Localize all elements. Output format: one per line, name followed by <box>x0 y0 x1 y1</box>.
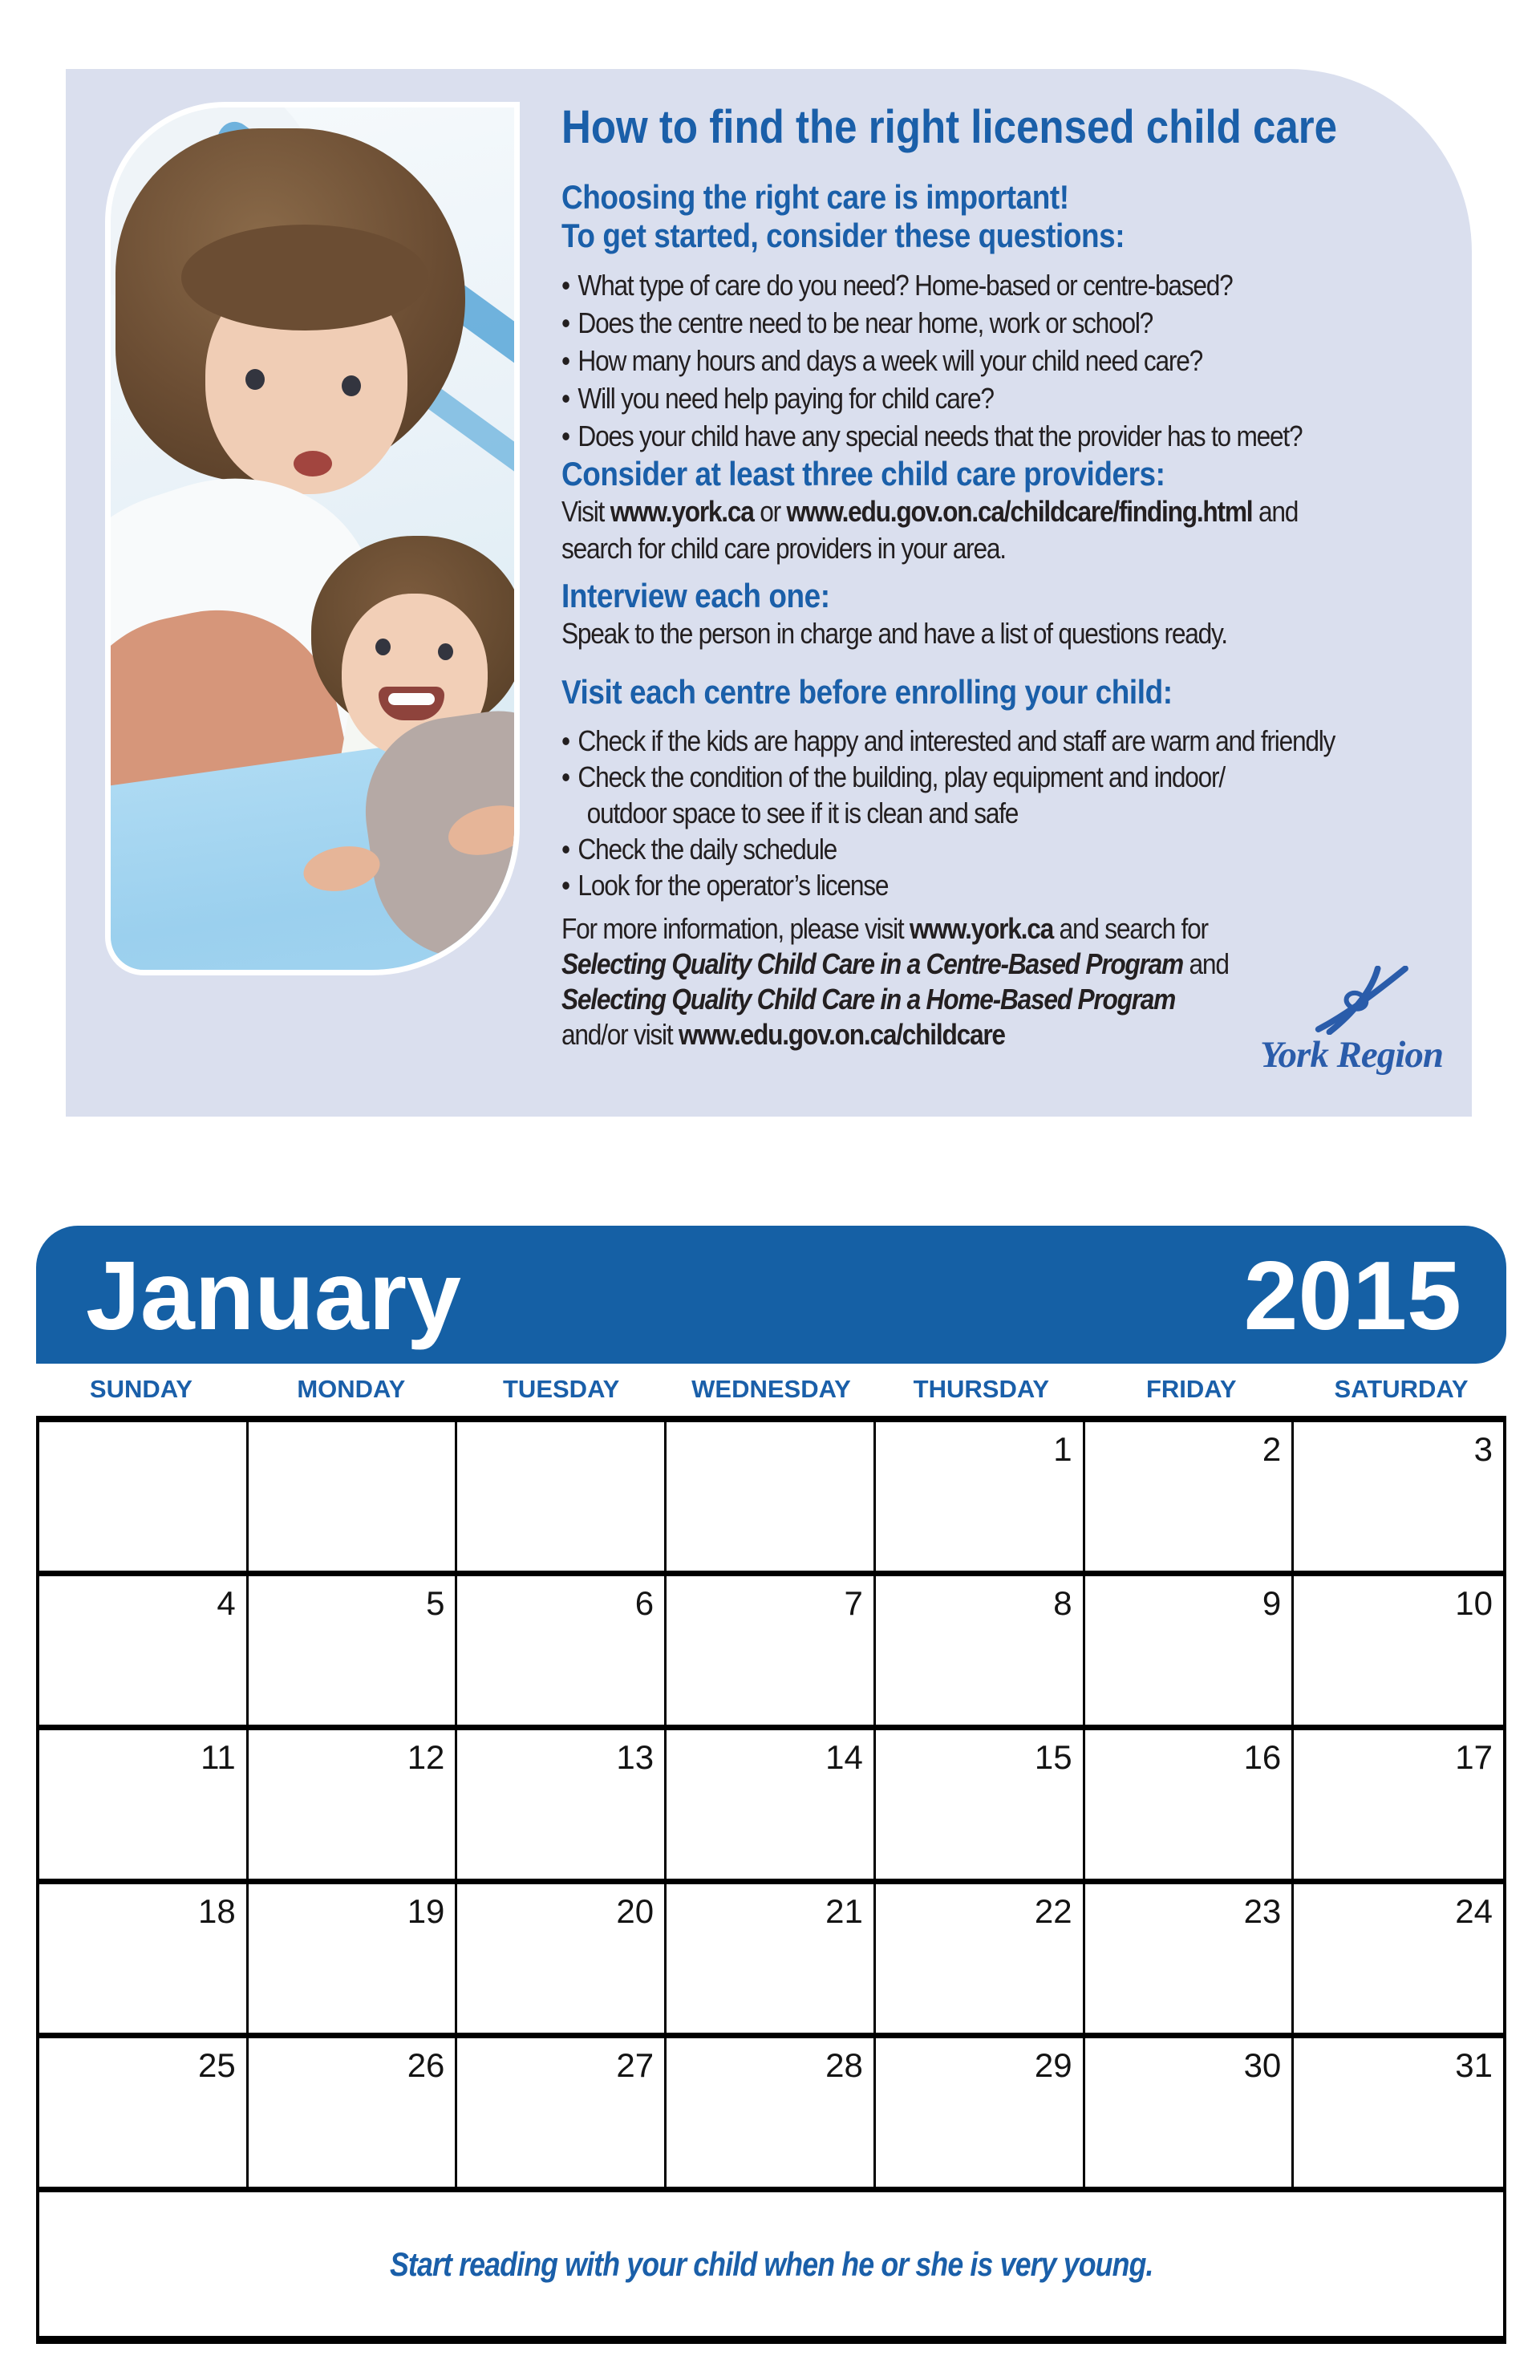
photo-child2-eye-left <box>375 639 391 655</box>
day-header-tuesday: TUESDAY <box>503 1375 620 1403</box>
question-item <box>561 266 1472 304</box>
date-cell: 9 <box>1085 1576 1295 1730</box>
text-segment: For more information, please visit <box>561 912 910 945</box>
text-segment: or <box>753 495 787 528</box>
date-cell: 22 <box>876 1884 1085 2038</box>
date-cell: 24 <box>1294 1884 1503 2038</box>
date-cell: 12 <box>249 1730 458 1884</box>
bullet-icon: • <box>561 724 569 757</box>
date-cell <box>249 1422 458 1576</box>
date-cell: 4 <box>39 1576 249 1730</box>
question-item <box>561 304 1472 342</box>
photo-child2-teeth <box>388 693 435 705</box>
york-region-logo-text: York Region <box>1260 1034 1443 1076</box>
photo-child1-fringe <box>181 225 428 330</box>
bullet-icon: • <box>561 833 569 866</box>
question-text: Will you need help paying for child care? <box>578 382 994 415</box>
providers-paragraph <box>561 493 1472 567</box>
day-header-monday: MONDAY <box>297 1375 406 1403</box>
question-text: How many hours and days a week will your child need care? <box>578 344 1202 377</box>
date-cell: 17 <box>1294 1730 1503 1884</box>
check-text: Look for the operator’s license <box>578 869 889 902</box>
bullet-icon: • <box>561 306 569 339</box>
york-region-logo <box>1202 966 1443 1075</box>
date-cell: 26 <box>249 2038 458 2192</box>
reading-tip-message: Start reading with your child when he or she is very young. <box>389 2244 1153 2283</box>
children-photo <box>105 102 520 975</box>
date-cell: 6 <box>457 1576 667 1730</box>
check-item-continuation: outdoor space to see if it is clean and safe <box>586 797 1019 829</box>
date-cell: 7 <box>667 1576 876 1730</box>
url-edu-childcare: www.edu.gov.on.ca/childcare <box>678 1018 1005 1051</box>
text-segment: Visit <box>561 495 610 528</box>
date-cell: 13 <box>457 1730 667 1884</box>
date-cell: 28 <box>667 2038 876 2192</box>
url-york-ca: www.york.ca <box>910 912 1053 945</box>
publication-title-centre: Selecting Quality Child Care in a Centre-Based Program <box>561 947 1183 980</box>
date-cell: 23 <box>1085 1884 1295 2038</box>
intro-line-2: To get started, consider these questions: <box>561 217 1125 254</box>
text-segment: and/or visit <box>561 1018 679 1051</box>
providers-heading: Consider at least three child care providers: <box>561 455 1165 493</box>
photo-child1-mouth <box>294 451 332 476</box>
date-cell: 19 <box>249 1884 458 2038</box>
bullet-icon: • <box>561 420 569 452</box>
question-text: What type of care do you need? Home-based or centre-based? <box>578 269 1233 302</box>
calendar-header-bar <box>36 1226 1506 1364</box>
info-title: How to find the right licensed child care <box>561 101 1338 153</box>
date-cell: 10 <box>1294 1576 1503 1730</box>
date-cell: 8 <box>876 1576 1085 1730</box>
check-text: Check the condition of the building, play equipment and indoor/ <box>578 760 1225 793</box>
day-of-week-row <box>36 1368 1506 1410</box>
day-header-wednesday: WEDNESDAY <box>691 1375 851 1403</box>
date-cell: 27 <box>457 2038 667 2192</box>
day-header-thursday: THURSDAY <box>913 1375 1050 1403</box>
question-item <box>561 417 1472 455</box>
calendar-grid <box>36 1416 1506 2344</box>
question-item <box>561 342 1472 379</box>
check-text: Check if the kids are happy and interested and staff are warm and friendly <box>578 724 1335 757</box>
photo-child1-eye-right <box>342 375 361 396</box>
publication-title-home: Selecting Quality Child Care in a Home-Based Program <box>561 983 1176 1016</box>
interview-heading: Interview each one: <box>561 577 830 614</box>
question-text: Does your child have any special needs that the provider has to meet? <box>578 420 1303 452</box>
date-cell: 25 <box>39 2038 249 2192</box>
day-header-sunday: SUNDAY <box>89 1375 192 1403</box>
date-cell: 11 <box>39 1730 249 1884</box>
bullet-icon: • <box>561 344 569 377</box>
date-cell: 3 <box>1294 1422 1503 1576</box>
question-item <box>561 379 1472 417</box>
date-cell: 1 <box>876 1422 1085 1576</box>
date-cell <box>39 1422 249 1576</box>
york-region-logo-mark <box>1311 966 1411 1035</box>
photo-child2-eye-right <box>438 643 453 660</box>
check-item <box>561 723 1472 759</box>
childcare-info-panel <box>66 69 1472 1117</box>
day-header-saturday: SATURDAY <box>1334 1375 1469 1403</box>
date-cell: 18 <box>39 1884 249 2038</box>
url-edu-finding: www.edu.gov.on.ca/childcare/finding.html <box>786 495 1253 528</box>
more-info-line-1 <box>561 911 1472 947</box>
date-cell: 16 <box>1085 1730 1295 1884</box>
intro-line-1: Choosing the right care is important! <box>561 178 1069 216</box>
info-text-column <box>561 101 1472 1052</box>
check-text: Check the daily schedule <box>578 833 837 866</box>
date-cell <box>457 1422 667 1576</box>
intro-heading <box>561 178 1472 255</box>
bullet-icon: • <box>561 869 569 902</box>
date-cell: 21 <box>667 1884 876 2038</box>
date-cell <box>667 1422 876 1576</box>
interview-text: Speak to the person in charge and have a list of questions ready. <box>561 617 1227 650</box>
day-header-friday: FRIDAY <box>1145 1375 1237 1403</box>
visit-checklist <box>561 723 1472 903</box>
text-segment: and <box>1182 947 1229 980</box>
providers-line-1 <box>561 493 1472 530</box>
date-cell: 2 <box>1085 1422 1295 1576</box>
date-cell: 31 <box>1294 2038 1503 2192</box>
questions-list <box>561 266 1472 455</box>
date-cell: 30 <box>1085 2038 1295 2192</box>
text-segment: and search for <box>1052 912 1208 945</box>
url-york-ca: www.york.ca <box>610 495 754 528</box>
visit-heading: Visit each centre before enrolling your child: <box>561 673 1173 711</box>
date-cell: 20 <box>457 1884 667 2038</box>
date-cell: 5 <box>249 1576 458 1730</box>
date-cell: 29 <box>876 2038 1085 2192</box>
date-cell: 15 <box>876 1730 1085 1884</box>
month-title: January <box>86 1241 461 1350</box>
question-text: Does the centre need to be near home, work or school? <box>578 306 1153 339</box>
bullet-icon: • <box>561 382 569 415</box>
text-segment: and <box>1252 495 1299 528</box>
check-item <box>561 867 1472 903</box>
bullet-icon: • <box>561 269 569 302</box>
check-item <box>561 831 1472 867</box>
date-cell: 14 <box>667 1730 876 1884</box>
photo-child1-eye-left <box>245 369 265 390</box>
check-item <box>561 759 1472 795</box>
calendar-footer-row <box>39 2192 1503 2336</box>
year-title: 2015 <box>1243 1241 1461 1350</box>
providers-line-2: search for child care providers in your area. <box>561 532 1006 565</box>
bullet-icon: • <box>561 760 569 793</box>
